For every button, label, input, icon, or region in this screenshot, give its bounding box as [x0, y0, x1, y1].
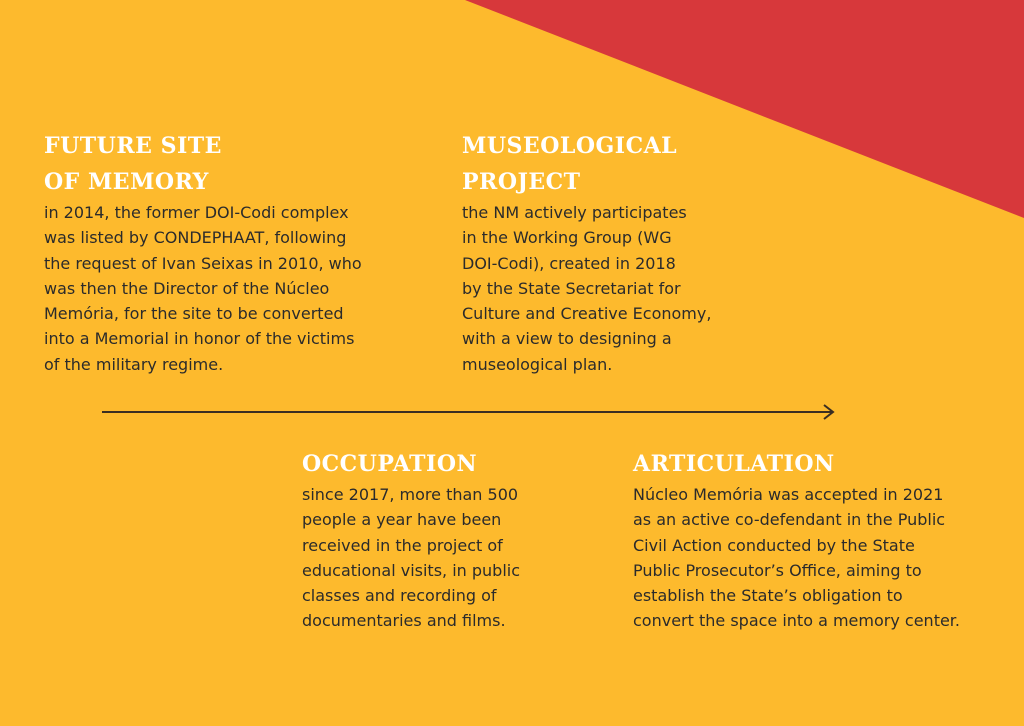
timeline-heading	[44, 128, 404, 200]
body-line: people a year have been	[302, 510, 502, 530]
body-line: by the State Secretariat for	[462, 278, 681, 298]
body-line: since 2017, more than 500	[302, 485, 519, 504]
body-line: Núcleo Memória was accepted in 2021	[633, 485, 944, 504]
heading-line: FUTURE SITE	[44, 133, 222, 159]
timeline-body	[633, 482, 1013, 634]
timeline-item-articulation	[633, 446, 1013, 634]
timeline-body	[462, 200, 762, 377]
body-line: was then the Director of the Núcleo	[44, 278, 330, 298]
body-line: classes and recording of	[302, 586, 497, 606]
body-line: the NM actively participates	[462, 203, 687, 222]
body-line: Public Prosecutor’s Office, aiming to	[633, 560, 922, 580]
body-line: as an active co-defendant in the Public	[633, 510, 946, 530]
body-line: convert the space into a memory center.	[633, 611, 960, 631]
heading-line: OCCUPATION	[302, 451, 478, 477]
heading-line: ARTICULATION	[633, 451, 835, 477]
body-line: in the Working Group (WG	[462, 228, 672, 248]
body-line: Memória, for the site to be converted	[44, 304, 344, 324]
timeline-item-future-site	[44, 128, 404, 377]
body-line: educational visits, in public	[302, 560, 521, 580]
heading-line: PROJECT	[462, 169, 581, 195]
body-line: received in the project of	[302, 535, 503, 555]
body-line: into a Memorial in honor of the victims	[44, 329, 355, 349]
timeline-heading	[462, 128, 762, 200]
body-line: establish the State’s obligation to	[633, 586, 903, 606]
timeline-heading	[302, 446, 602, 482]
timeline-item-occupation	[302, 446, 602, 634]
timeline-heading	[633, 446, 1013, 482]
body-line: in 2014, the former DOI-Codi complex	[44, 203, 349, 222]
timeline-item-museological-project	[462, 128, 762, 377]
body-line: museological plan.	[462, 354, 613, 374]
timeline-body	[302, 482, 602, 634]
body-line: of the military regime.	[44, 354, 224, 374]
body-line: documentaries and films.	[302, 611, 506, 631]
body-line: Civil Action conducted by the State	[633, 535, 915, 555]
body-line: Culture and Creative Economy,	[462, 304, 712, 324]
heading-line: OF MEMORY	[44, 169, 209, 195]
body-line: was listed by CONDEPHAAT, following	[44, 228, 347, 248]
body-line: DOI-Codi), created in 2018	[462, 253, 676, 273]
body-line: with a view to designing a	[462, 329, 672, 349]
timeline-body	[44, 200, 404, 377]
heading-line: MUSEOLOGICAL	[462, 133, 678, 159]
body-line: the request of Ivan Seixas in 2010, who	[44, 253, 362, 273]
